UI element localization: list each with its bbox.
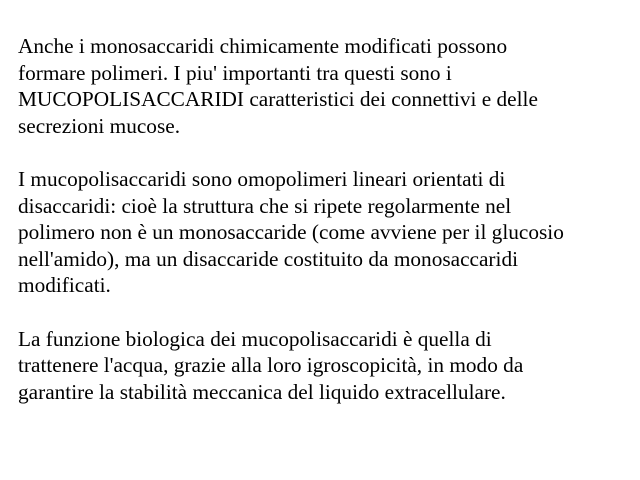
paragraph-mucopolisaccaridi: I mucopolisaccaridi sono omopolimeri lineari orientati di disaccaridi: cioè la struttura che si ripete regolarmente nel polimero non è un monosaccaride (come avviene per il glucosio nell'amido), ma un disaccaride costituito da monosaccaridi modificati.	[18, 166, 564, 298]
paragraph-monosaccaridi: Anche i monosaccaridi chimicamente modificati possono formare polimeri. I piu' importanti tra questi sono i MUCOPOLISACCARIDI caratteristici dei connettivi e delle secrezioni mucose.	[18, 34, 538, 138]
paragraph-funzione-biologica: La funzione biologica dei mucopolisaccaridi è quella di trattenere l'acqua, grazie alla loro igroscopicità, in modo da garantire la stabilità meccanica del liquido extracellulare.	[18, 326, 524, 404]
